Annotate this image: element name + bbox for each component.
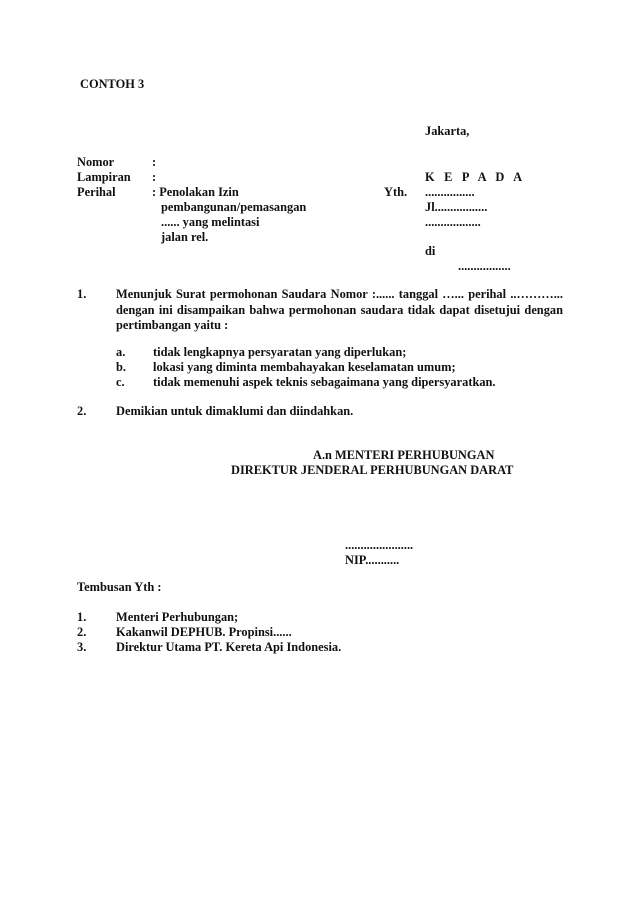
yth-label: Yth. — [384, 185, 408, 199]
paragraph-1-text: Menunjuk Surat permohonan Saudara Nomor :...... tanggal …... perihal ..………... dengan ini disampaikan bahwa permohonan saudara tidak dapat disetujui dengan pertimbangan yaitu : — [116, 287, 563, 332]
reason-a-text: tidak lengkapnya persyaratan yang diperlukan; — [153, 345, 407, 359]
reason-b-letter: b. — [116, 360, 126, 374]
signature-an-line: A.n MENTERI PERHUBUNGAN — [313, 448, 495, 462]
perihal-value-line3: ...... yang melintasi — [161, 215, 260, 229]
cc-item-3-text: Direktur Utama PT. Kereta Api Indonesia. — [116, 640, 342, 654]
cc-heading: Tembusan Yth : — [77, 580, 162, 594]
recipient-city-line: ................. — [458, 259, 511, 273]
recipient-street-line: Jl................. — [425, 200, 488, 214]
cc-item-1-text: Menteri Perhubungan; — [116, 610, 239, 624]
reason-c-text: tidak memenuhi aspek teknis sebagaimana yang dipersyaratkan. — [153, 375, 496, 389]
paragraph-2-text: Demikian untuk dimaklumi dan diindahkan. — [116, 404, 354, 418]
cc-item-2-number: 2. — [77, 625, 87, 639]
perihal-value-line2: pembangunan/pemasangan — [161, 200, 307, 214]
perihal-value-line4: jalan rel. — [161, 230, 209, 244]
kepada-label: K E P A D A — [425, 170, 526, 184]
paragraph-1-number: 1. — [77, 287, 87, 301]
recipient-di-label: di — [425, 244, 436, 258]
cc-item-2-text: Kakanwil DEPHUB. Propinsi...... — [116, 625, 292, 639]
signature-nip: NIP........... — [345, 553, 400, 567]
cc-item-3-number: 3. — [77, 640, 87, 654]
lampiran-colon: : — [152, 170, 157, 184]
place-date: Jakarta, — [425, 124, 470, 138]
paragraph-2-number: 2. — [77, 404, 87, 418]
recipient-address-line: .................. — [425, 215, 481, 229]
signature-name-line: ...................... — [345, 538, 414, 552]
lampiran-label: Lampiran — [77, 170, 131, 184]
recipient-name-line: ................ — [425, 185, 475, 199]
perihal-value-line1: : Penolakan Izin — [152, 185, 239, 199]
nomor-label: Nomor — [77, 155, 115, 169]
reason-b-text: lokasi yang diminta membahayakan keselamatan umum; — [153, 360, 456, 374]
perihal-label: Perihal — [77, 185, 116, 199]
cc-item-1-number: 1. — [77, 610, 87, 624]
nomor-colon: : — [152, 155, 157, 169]
letter-example-heading: CONTOH 3 — [80, 77, 145, 91]
signature-title: DIREKTUR JENDERAL PERHUBUNGAN DARAT — [231, 463, 514, 477]
reason-c-letter: c. — [116, 375, 125, 389]
reason-a-letter: a. — [116, 345, 126, 359]
